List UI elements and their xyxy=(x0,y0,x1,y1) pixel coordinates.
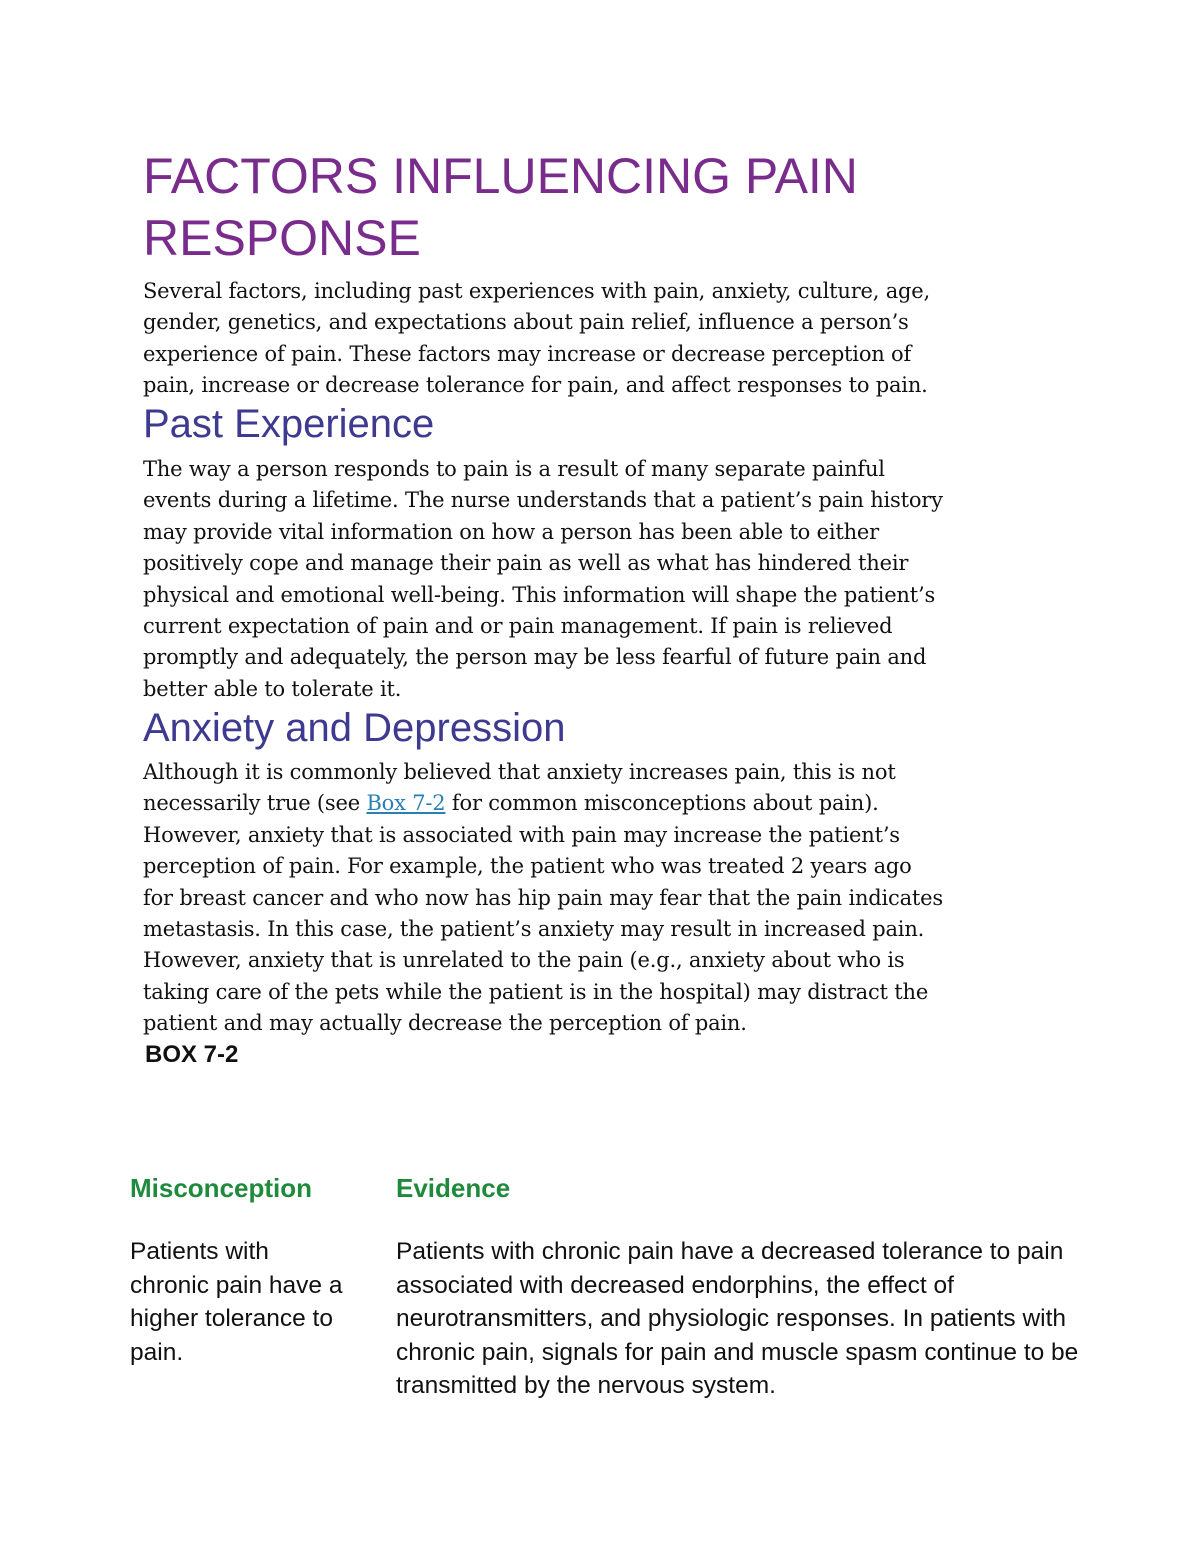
paragraph-line: current expectation of pain and or pain management. If pain is relieved xyxy=(143,614,893,639)
paragraph-line: promptly and adequately, the person may be less fearful of future pain and xyxy=(143,645,927,670)
table-cell-misconception xyxy=(130,1235,342,1369)
box-7-2-link[interactable]: Box 7-2 xyxy=(366,791,446,816)
paragraph-line: perception of pain. For example, the patient who was treated 2 years ago xyxy=(143,854,912,879)
cell-line: chronic pain, signals for pain and muscle spasm continue to be xyxy=(396,1338,1079,1366)
cell-line: transmitted by the nervous system. xyxy=(396,1372,776,1399)
paragraph-line: metastasis. In this case, the patient’s anxiety may result in increased pain. xyxy=(143,917,925,942)
paragraph-line: better able to tolerate it. xyxy=(143,676,402,701)
cell-line: higher tolerance to xyxy=(130,1305,333,1332)
intro-line: gender, genetics, and expectations about pain relief, influence a person’s xyxy=(143,310,909,335)
cell-line: associated with decreased endorphins, the effect of xyxy=(396,1271,954,1299)
paragraph-line: events during a lifetime. The nurse understands that a patient’s pain history xyxy=(143,488,943,513)
intro-paragraph xyxy=(143,276,1073,402)
cell-line: Patients with chronic pain have a decreased tolerance to pain xyxy=(396,1238,1064,1265)
intro-line: pain, increase or decrease tolerance for pain, and affect responses to pain. xyxy=(143,373,928,398)
paragraph-line: for breast cancer and who now has hip pain may fear that the pain indicates xyxy=(143,885,943,910)
cell-line: pain. xyxy=(130,1338,184,1366)
paragraph-line: The way a person responds to pain is a result of many separate painful xyxy=(143,457,885,481)
paragraph-line: may provide vital information on how a person has been able to either xyxy=(143,519,879,544)
link-suffix-text: for common misconceptions about pain). xyxy=(445,791,879,816)
box-label: BOX 7-2 xyxy=(145,1041,239,1068)
section-heading-past-experience: Past Experience xyxy=(143,402,435,446)
title-line-1: FACTORS INFLUENCING PAIN xyxy=(143,148,858,204)
cell-line: chronic pain have a xyxy=(130,1271,343,1299)
cell-line: neurotransmitters, and physiologic responses. In patients with xyxy=(396,1305,1067,1332)
paragraph-line: positively cope and manage their pain as well as what has hindered their xyxy=(143,551,909,576)
cell-line: Patients with xyxy=(130,1238,269,1265)
past-experience-paragraph xyxy=(143,454,1073,705)
table-header-evidence: Evidence xyxy=(396,1173,511,1203)
table-header-misconception: Misconception xyxy=(130,1173,313,1203)
intro-line: experience of pain. These factors may increase or decrease perception of xyxy=(143,341,912,366)
paragraph-line: However, anxiety that is associated with pain may increase the patient’s xyxy=(143,822,900,847)
paragraph-line-with-link xyxy=(143,788,1073,819)
intro-line: Several factors, including past experiences with pain, anxiety, culture, age, xyxy=(143,279,930,303)
link-prefix-text: necessarily true (see xyxy=(143,791,367,816)
paragraph-line: However, anxiety that is unrelated to the pain (e.g., anxiety about who is xyxy=(143,948,905,973)
title-line-2: RESPONSE xyxy=(143,210,421,266)
paragraph-line: taking care of the pets while the patient is in the hospital) may distract the xyxy=(143,979,929,1004)
paragraph-line: patient and may actually decrease the perception of pain. xyxy=(143,1011,747,1036)
paragraph-line: Although it is commonly believed that anxiety increases pain, this is not xyxy=(143,760,896,784)
page-title xyxy=(143,145,1043,269)
paragraph-line: physical and emotional well-being. This information will shape the patient’s xyxy=(143,582,936,607)
section-heading-anxiety-depression: Anxiety and Depression xyxy=(143,706,566,750)
table-cell-evidence xyxy=(396,1235,1078,1403)
anxiety-paragraph xyxy=(143,757,1073,1040)
